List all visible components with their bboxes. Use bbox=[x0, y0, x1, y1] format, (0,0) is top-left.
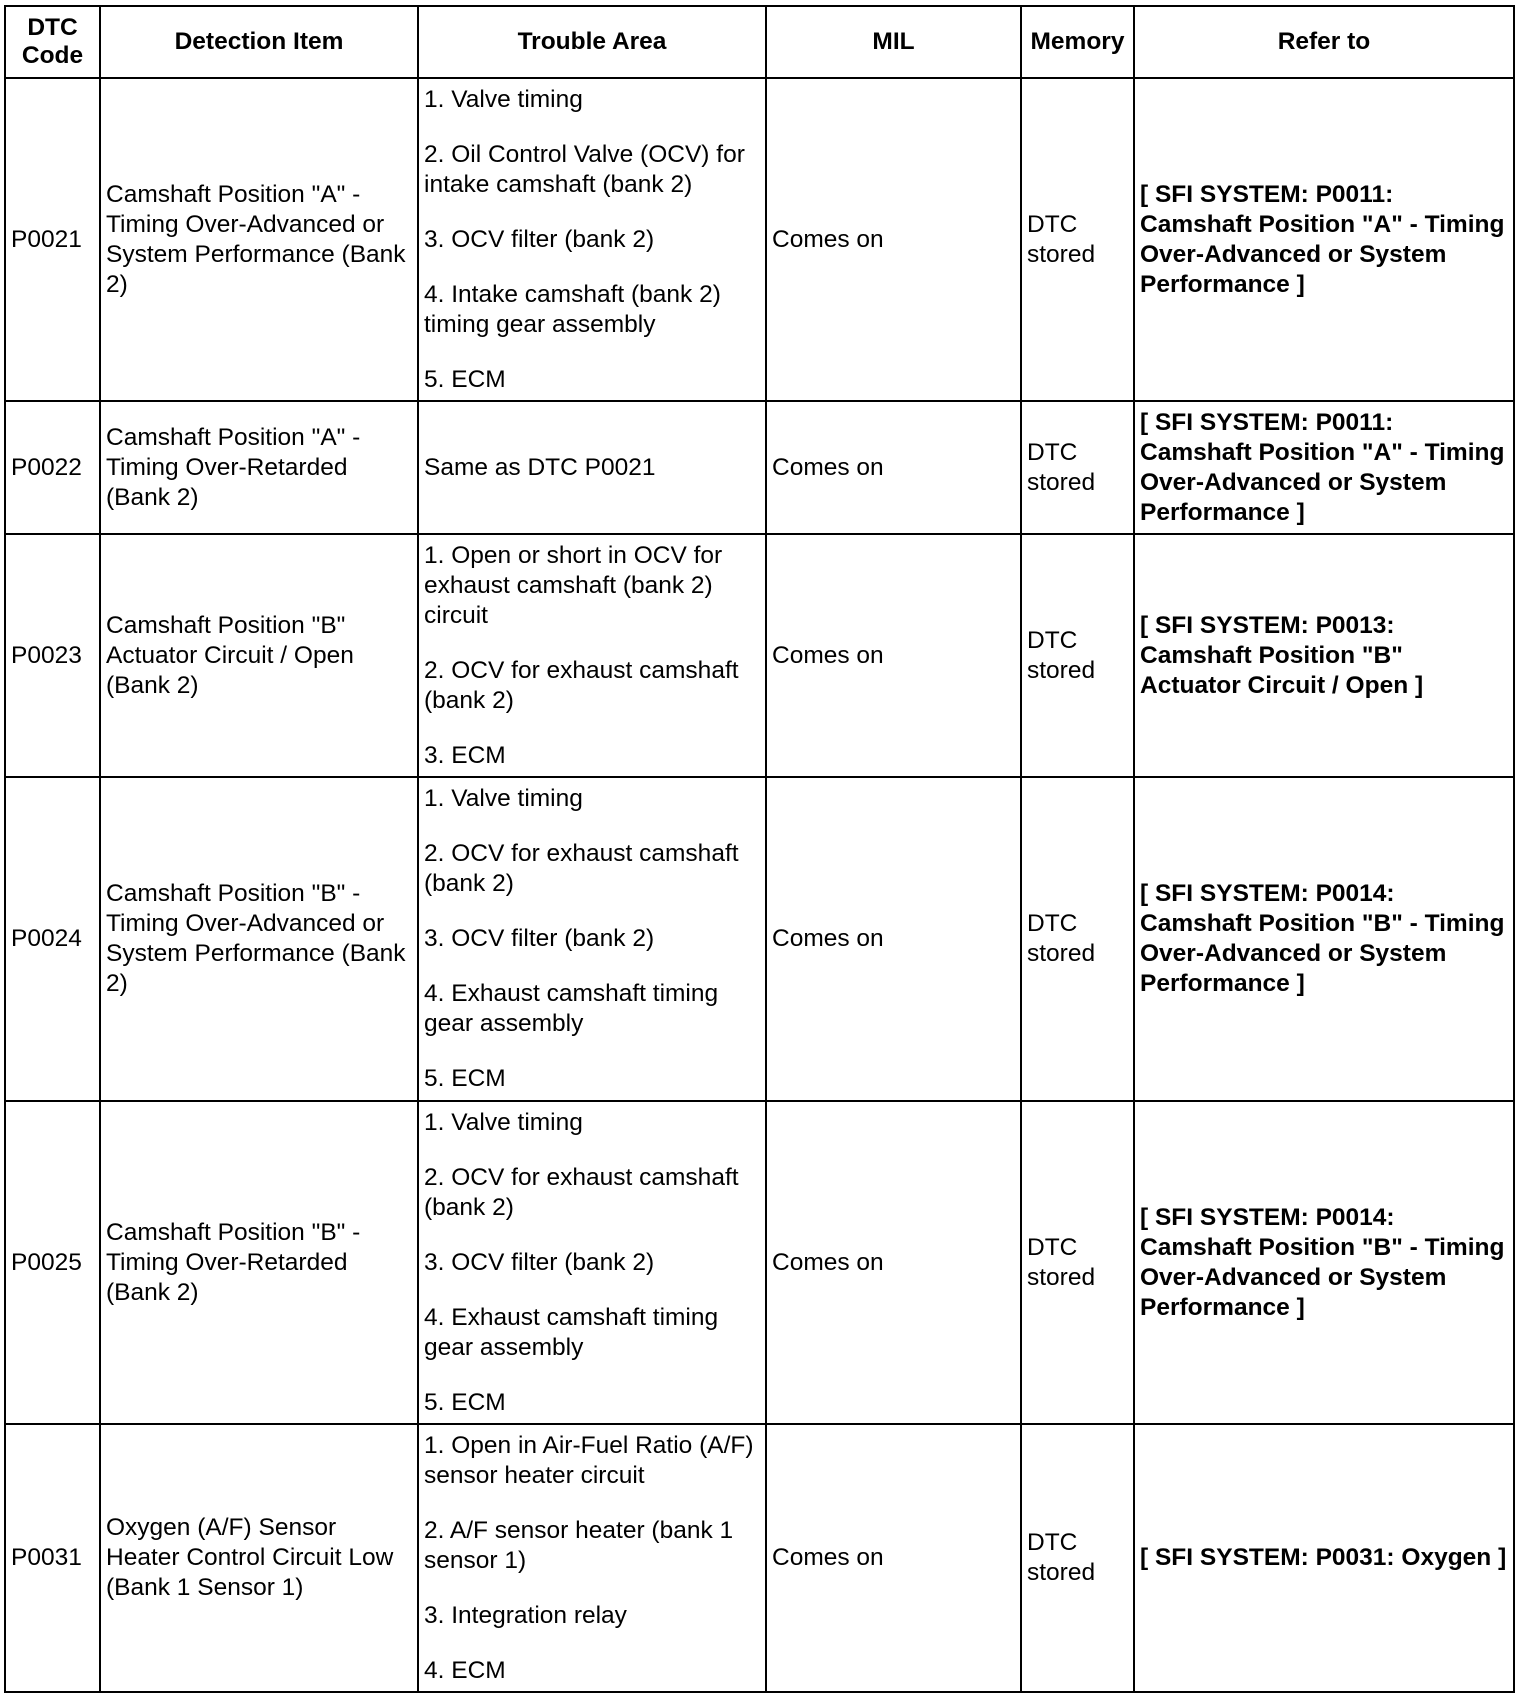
trouble-area-item: 3. OCV filter (bank 2) bbox=[424, 1248, 655, 1276]
mil-cell: Comes on bbox=[766, 777, 1021, 1101]
memory-cell: DTC stored bbox=[1021, 534, 1134, 777]
trouble-area-item: 4. Intake camshaft (bank 2) timing gear assembly bbox=[424, 280, 721, 338]
dtc-code-cell: P0021 bbox=[5, 78, 100, 401]
trouble-area-item: 4. Exhaust camshaft timing gear assembly bbox=[424, 980, 719, 1037]
refer-to-link[interactable]: [ SFI SYSTEM: P0014: Camshaft Position "B" - Timing Over-Advanced or System Performance ] bbox=[1134, 1101, 1514, 1424]
table-row bbox=[5, 78, 1514, 401]
trouble-area-item: 3. Integration relay bbox=[424, 1601, 627, 1629]
trouble-area-item: 4. Exhaust camshaft timing gear assembly bbox=[424, 1303, 719, 1361]
trouble-area-item: 3. OCV filter (bank 2) bbox=[424, 925, 655, 952]
dtc-code-cell: P0025 bbox=[5, 1101, 100, 1424]
detection-item-cell: Camshaft Position "B" - Timing Over-Retarded (Bank 2) bbox=[100, 1101, 418, 1424]
detection-item-cell: Camshaft Position "A" - Timing Over-Retarded (Bank 2) bbox=[100, 401, 418, 534]
memory-cell: DTC stored bbox=[1021, 1101, 1134, 1424]
mil-cell: Comes on bbox=[766, 1424, 1021, 1692]
refer-to-link[interactable]: [ SFI SYSTEM: P0031: Oxygen ] bbox=[1134, 1424, 1514, 1692]
refer-to-link[interactable]: [ SFI SYSTEM: P0014: Camshaft Position "B" - Timing Over-Advanced or System Performance ] bbox=[1134, 777, 1514, 1101]
table-row bbox=[5, 1424, 1514, 1692]
trouble-area-item: 5. ECM bbox=[424, 1065, 506, 1092]
trouble-area-item: 3. ECM bbox=[424, 741, 506, 769]
trouble-area-item: 2. A/F sensor heater (bank 1 sensor 1) bbox=[424, 1516, 734, 1574]
trouble-area-cell bbox=[418, 1101, 766, 1424]
trouble-area-item: 4. ECM bbox=[424, 1656, 506, 1684]
header-trouble-area: Trouble Area bbox=[418, 6, 766, 78]
dtc-code-cell: P0023 bbox=[5, 534, 100, 777]
mil-cell: Comes on bbox=[766, 534, 1021, 777]
header-mil: MIL bbox=[766, 6, 1021, 78]
detection-item-cell: Camshaft Position "A" - Timing Over-Advanced or System Performance (Bank 2) bbox=[100, 78, 418, 401]
header-refer-to: Refer to bbox=[1134, 6, 1514, 78]
memory-cell: DTC stored bbox=[1021, 401, 1134, 534]
memory-cell: DTC stored bbox=[1021, 777, 1134, 1101]
table-row bbox=[5, 401, 1514, 534]
dtc-code-cell: P0022 bbox=[5, 401, 100, 534]
mil-cell: Comes on bbox=[766, 78, 1021, 401]
trouble-area-cell bbox=[418, 777, 766, 1101]
trouble-area-item: 3. OCV filter (bank 2) bbox=[424, 225, 655, 253]
trouble-area-item: 1. Valve timing bbox=[424, 85, 583, 113]
table-row bbox=[5, 1101, 1514, 1424]
trouble-area-cell bbox=[418, 401, 766, 534]
trouble-area-item: 2. Oil Control Valve (OCV) for intake camshaft (bank 2) bbox=[424, 140, 745, 198]
mil-cell: Comes on bbox=[766, 1101, 1021, 1424]
detection-item-cell: Camshaft Position "B" Actuator Circuit / Open (Bank 2) bbox=[100, 534, 418, 777]
memory-cell: DTC stored bbox=[1021, 78, 1134, 401]
refer-to-link[interactable]: [ SFI SYSTEM: P0013: Camshaft Position "B" Actuator Circuit / Open ] bbox=[1134, 534, 1514, 777]
trouble-area-item: 2. OCV for exhaust camshaft (bank 2) bbox=[424, 1163, 739, 1221]
mil-cell: Comes on bbox=[766, 401, 1021, 534]
dtc-code-cell: P0024 bbox=[5, 777, 100, 1101]
header-detection-item: Detection Item bbox=[100, 6, 418, 78]
trouble-area-item: 5. ECM bbox=[424, 1388, 506, 1416]
trouble-area-item: Same as DTC P0021 bbox=[424, 453, 656, 481]
trouble-area-item: 1. Valve timing bbox=[424, 1108, 583, 1136]
trouble-area-item: 2. OCV for exhaust camshaft (bank 2) bbox=[424, 840, 739, 897]
header-memory: Memory bbox=[1021, 6, 1134, 78]
header-row bbox=[5, 6, 1514, 78]
trouble-area-cell bbox=[418, 78, 766, 401]
trouble-area-cell bbox=[418, 534, 766, 777]
header-dtc-code: DTC Code bbox=[5, 6, 100, 78]
memory-cell: DTC stored bbox=[1021, 1424, 1134, 1692]
trouble-area-cell bbox=[418, 1424, 766, 1692]
trouble-area-item: 2. OCV for exhaust camshaft (bank 2) bbox=[424, 656, 739, 714]
dtc-table bbox=[4, 5, 1515, 1693]
table-row bbox=[5, 777, 1514, 1101]
trouble-area-item: 1. Open in Air-Fuel Ratio (A/F) sensor heater circuit bbox=[424, 1431, 754, 1489]
detection-item-cell: Camshaft Position "B" - Timing Over-Advanced or System Performance (Bank 2) bbox=[100, 777, 418, 1101]
trouble-area-item: 1. Open or short in OCV for exhaust camshaft (bank 2) circuit bbox=[424, 541, 723, 629]
trouble-area-item: 1. Valve timing bbox=[424, 785, 583, 812]
table-row bbox=[5, 534, 1514, 777]
refer-to-link[interactable]: [ SFI SYSTEM: P0011: Camshaft Position "A" - Timing Over-Advanced or System Performance ] bbox=[1134, 401, 1514, 534]
refer-to-link[interactable]: [ SFI SYSTEM: P0011: Camshaft Position "A" - Timing Over-Advanced or System Performance ] bbox=[1134, 78, 1514, 401]
detection-item-cell: Oxygen (A/F) Sensor Heater Control Circuit Low (Bank 1 Sensor 1) bbox=[100, 1424, 418, 1692]
dtc-code-cell: P0031 bbox=[5, 1424, 100, 1692]
trouble-area-item: 5. ECM bbox=[424, 365, 506, 393]
